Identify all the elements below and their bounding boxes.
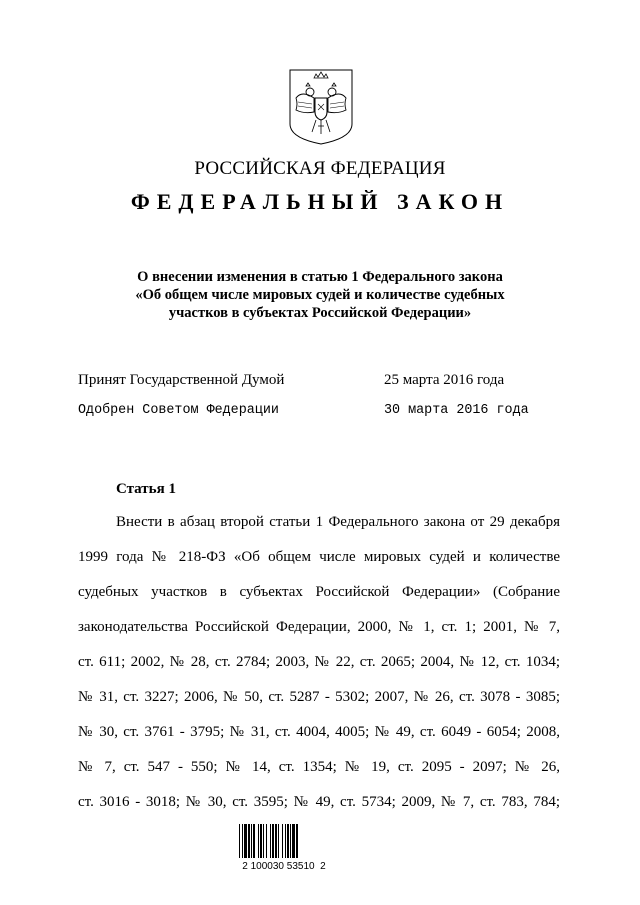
barcode-bar (287, 824, 289, 858)
barcode-bar (239, 824, 240, 858)
law-title-line: О внесении изменения в статью 1 Федерального закона (137, 269, 503, 285)
duma-adoption-label: Принят Государственной Думой (78, 372, 285, 388)
article-text-line: законодательства Российской Федерации, 2000, № 1, ст. 1; 2001, № 7, (78, 619, 560, 635)
council-approval-label: Одобрен Советом Федерации (78, 403, 279, 418)
law-title-line: «Об общем числе мировых судей и количестве судебных (135, 287, 505, 303)
barcode-bar (253, 824, 255, 858)
barcode-bar (258, 824, 259, 858)
barcode-bar (285, 824, 286, 858)
barcode-bar (278, 824, 279, 858)
coat-of-arms-emblem-icon (288, 68, 354, 146)
barcode-icon (238, 824, 330, 858)
barcode-bar (272, 824, 274, 858)
barcode-bar (244, 824, 247, 858)
council-approval-date: 30 марта 2016 года (384, 403, 529, 418)
barcode-bar (292, 824, 295, 858)
article-text-line: № 30, ст. 3761 - 3795; № 31, ст. 4004, 4005; № 49, ст. 6049 - 6054; 2008, (78, 724, 560, 740)
barcode-number: 2 100030 53510 2 (242, 861, 326, 872)
barcode-bar (260, 824, 262, 858)
article-text-line: 1999 года № 218-ФЗ «Об общем числе мировых судей и количестве (78, 549, 560, 565)
article-heading: Статья 1 (116, 481, 176, 497)
barcode-bar (296, 824, 298, 858)
document-type: ФЕДЕРАЛЬНЫЙ ЗАКОН (130, 189, 510, 214)
duma-adoption-date: 25 марта 2016 года (384, 372, 505, 388)
article-text-line: № 31, ст. 3227; 2006, № 50, ст. 5287 - 5302; 2007, № 26, ст. 3078 - 3085; (78, 689, 560, 705)
barcode (238, 814, 330, 874)
barcode-bar (282, 824, 283, 858)
article-text-line: ст. 611; 2002, № 28, ст. 2784; 2003, № 22, ст. 2065; 2004, № 12, ст. 1034; (78, 654, 560, 670)
law-title-line: участков в субъектах Российской Федерации» (168, 305, 472, 321)
barcode-bar (251, 824, 252, 858)
article-text-line: № 7, ст. 547 - 550; № 14, ст. 1354; № 19, ст. 2095 - 2097; № 26, (78, 759, 560, 775)
barcode-bar (248, 824, 250, 858)
barcode-bar (275, 824, 277, 858)
law-title (100, 268, 540, 322)
barcode-bar (263, 824, 264, 858)
barcode-bar (242, 824, 243, 858)
barcode-bar (266, 824, 267, 858)
article-text-line: Внести в абзац второй статьи 1 Федерального закона от 29 декабря (116, 514, 560, 530)
country-name: РОССИЙСКАЯ ФЕДЕРАЦИЯ (194, 158, 446, 179)
article-text-line: судебных участков в субъектах Российской Федерации» (Собрание (78, 584, 560, 600)
barcode-bar (290, 824, 291, 858)
article-text-line: ст. 3016 - 3018; № 30, ст. 3595; № 49, ст. 5734; 2009, № 7, ст. 783, 784; (78, 794, 560, 810)
barcode-bar (270, 824, 271, 858)
